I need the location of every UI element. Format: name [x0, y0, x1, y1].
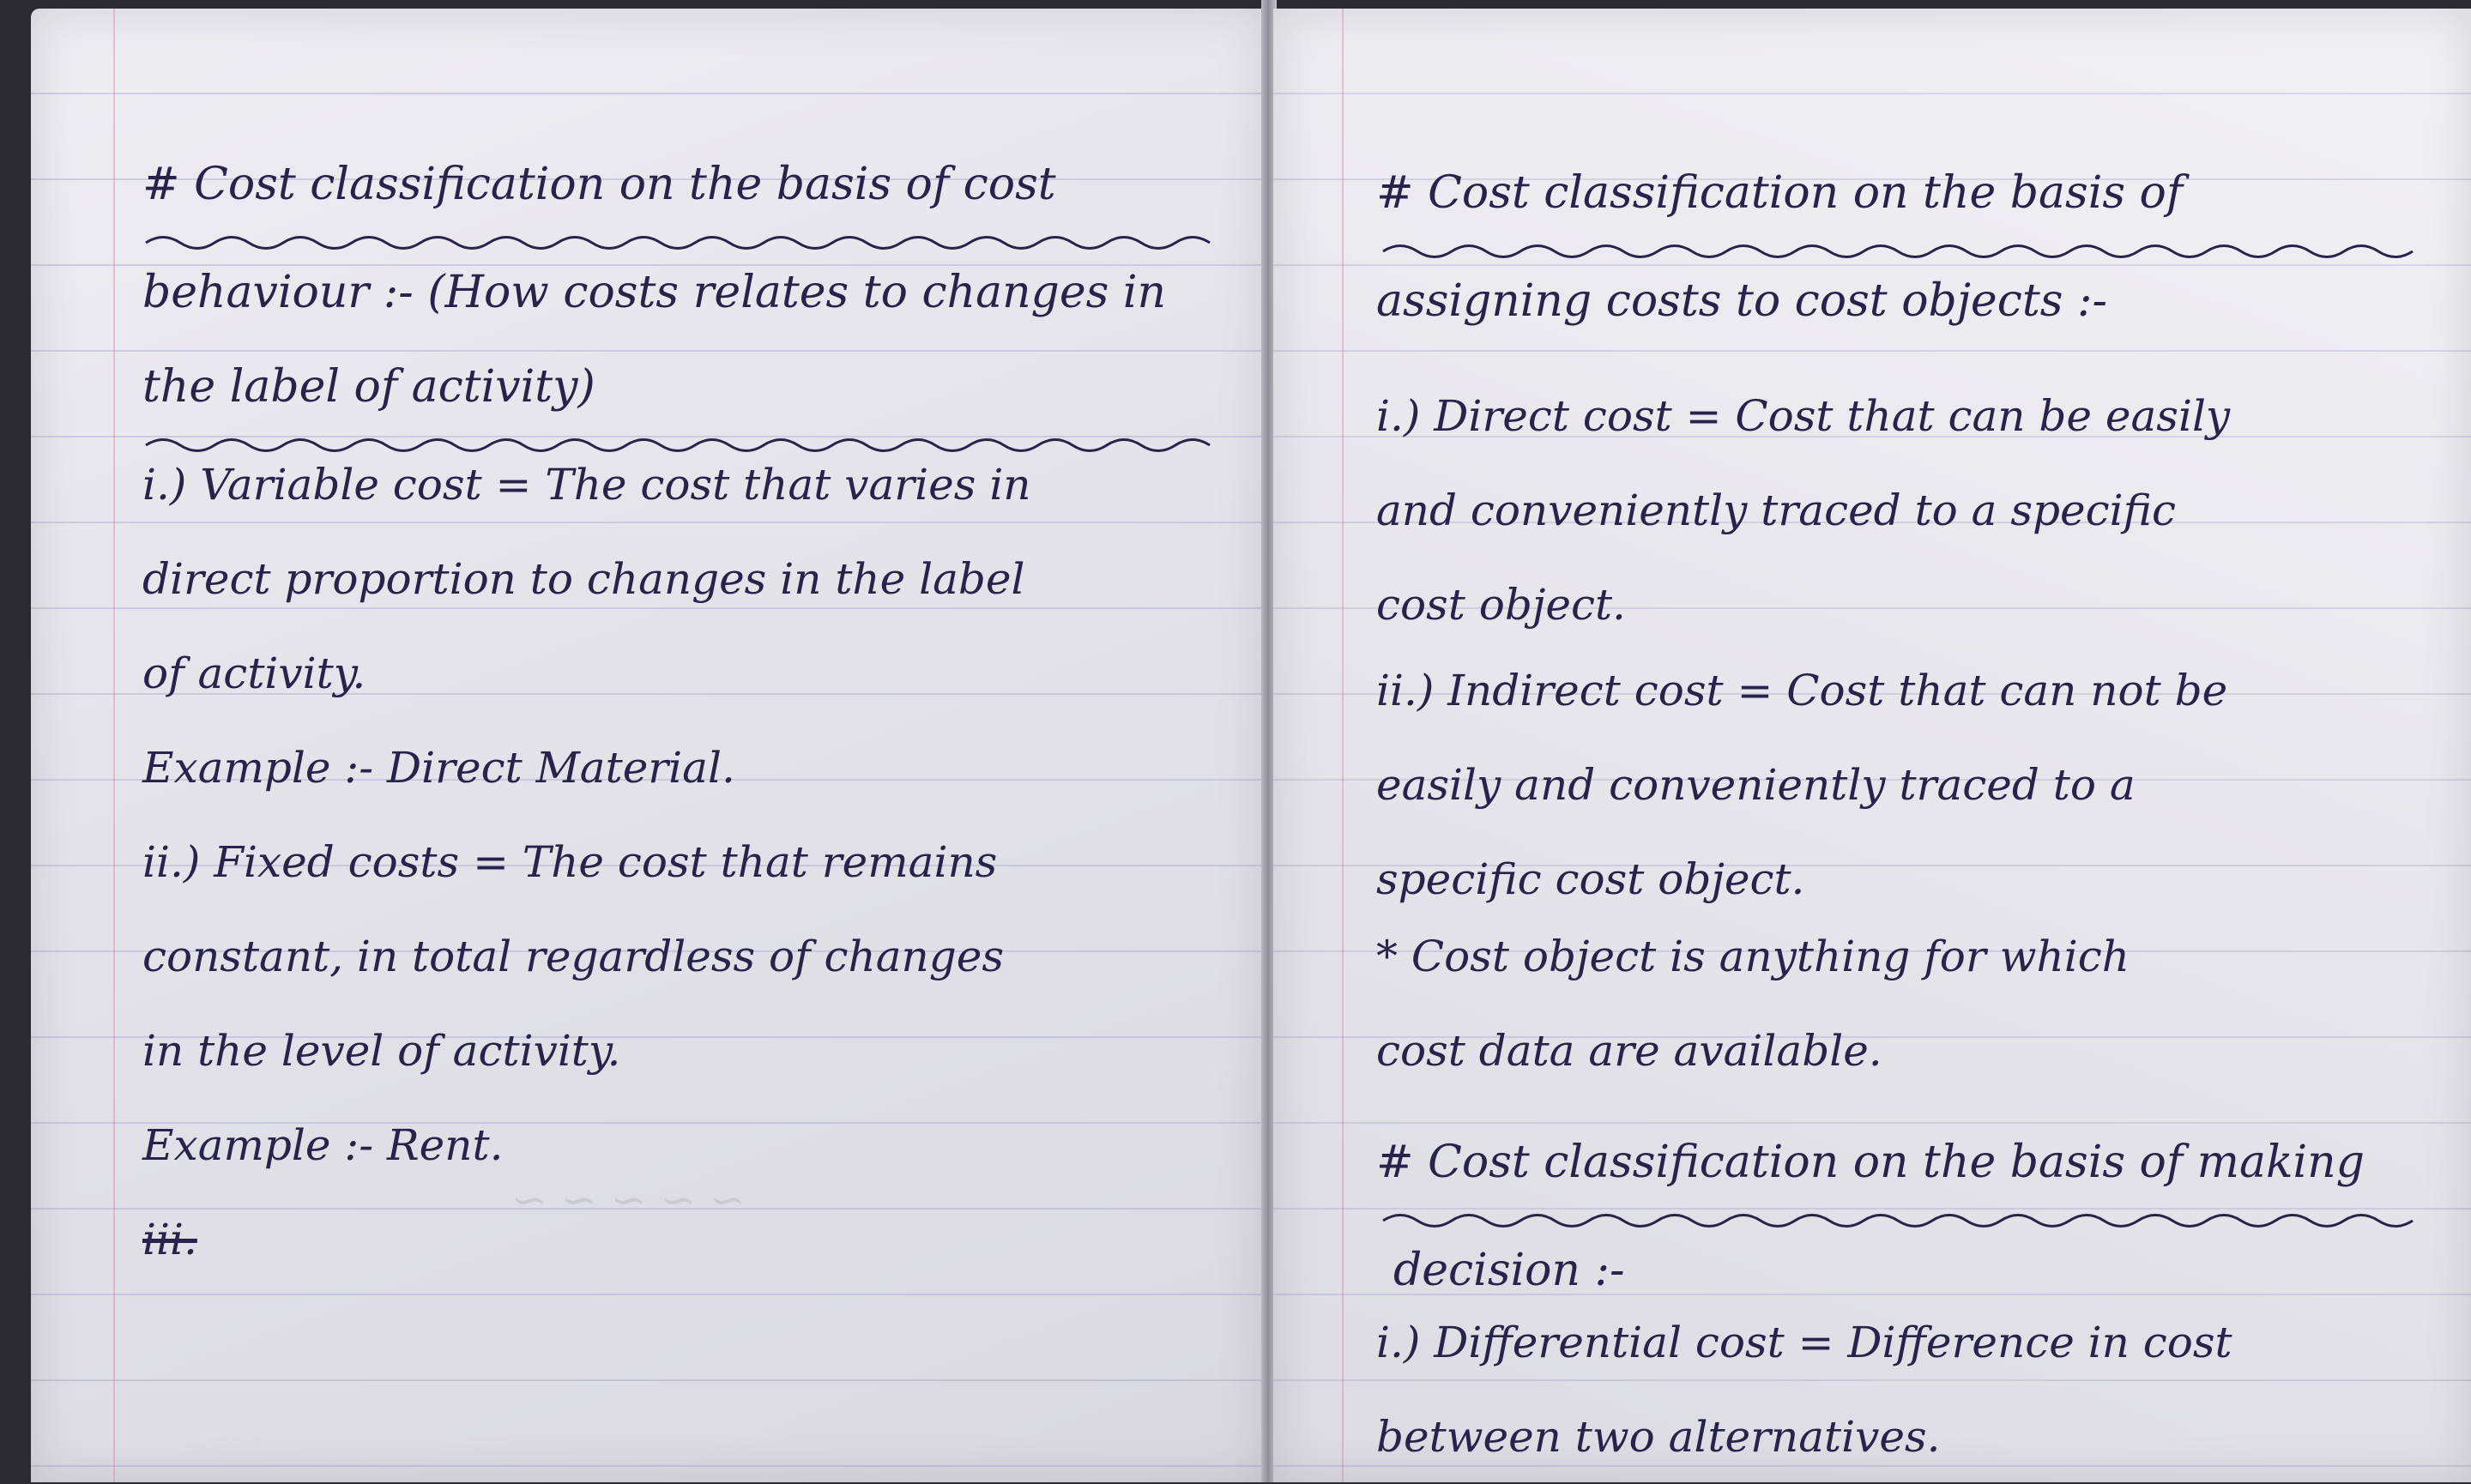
direct-cost-line-2: and conveniently traced to a specific [1376, 486, 2176, 535]
indirect-cost-line-2: easily and conveniently traced to a [1376, 760, 2136, 810]
item-number: i. [142, 460, 170, 510]
left-notebook-page [31, 9, 1265, 1482]
right-heading-2 [1273, 1115, 2471, 1318]
right-heading-1-line-2: assigning costs to cost objects :- [1376, 275, 2108, 327]
indirect-cost-line-1: ii.) Indirect cost = Cost that can not be [1376, 666, 2228, 715]
cost-object-note-line-2: cost data are available. [1376, 1026, 1882, 1076]
cost-object-note [1273, 909, 2471, 1098]
cost-object-note-line-1 [1376, 909, 2420, 1004]
variable-cost-line-3: of activity. [142, 648, 366, 698]
direct-cost-line-1: i.) Direct cost = Cost that can be easily [1376, 391, 2231, 441]
left-heading [31, 137, 1265, 456]
left-heading-line-3: the label of activity) [142, 361, 595, 413]
item-number: ii. [142, 837, 184, 887]
differential-cost-item [1273, 1295, 2471, 1484]
variable-cost-line-1: i.) Variable cost = The cost that varies in [142, 460, 1031, 510]
right-heading-2-line-2: decision :- [1393, 1245, 1625, 1296]
item-text: Variable cost = The cost that varies in [200, 460, 1031, 510]
variable-cost-example: Example :- Direct Material. [142, 743, 735, 793]
left-heading-line-1: # Cost classification on the basis of cost [142, 159, 1056, 210]
differential-cost-line-2: between two alternatives. [1376, 1412, 1941, 1462]
fixed-cost-item [31, 815, 1265, 1192]
left-heading-line-2: behaviour :- (How costs relates to changes in [142, 267, 1166, 318]
item-text: Differential cost = Difference in cost [1434, 1318, 2232, 1367]
item-number: ii. [1376, 666, 1417, 715]
variable-cost-line-2: direct proportion to changes in the label [142, 554, 1025, 604]
item-number: i. [1376, 391, 1404, 441]
crossed-out-number: iii. [142, 1215, 197, 1264]
right-heading-1 [1273, 146, 2471, 348]
item-text: Direct cost = Cost that can be easily [1434, 391, 2231, 441]
direct-cost-item [1273, 369, 2471, 652]
right-heading-2-line-1: # Cost classification on the basis of making [1376, 1137, 2365, 1188]
bleed-through-marks: ~ ~ ~ ~ ~ [511, 1175, 746, 1225]
right-heading-1-line-1: # Cost classification on the basis of [1376, 167, 2184, 219]
right-notebook-page [1273, 9, 2471, 1482]
fixed-cost-line-2: constant, in total regardless of changes [142, 932, 1005, 981]
item-text: Indirect cost = Cost that can not be [1447, 666, 2228, 715]
asterisk-icon: * [1376, 932, 1398, 981]
differential-cost-line-1: i.) Differential cost = Difference in cost [1376, 1318, 2232, 1367]
item-number: i. [1376, 1318, 1404, 1367]
direct-cost-line-3: cost object. [1376, 580, 1626, 630]
indirect-cost-item [1273, 643, 2471, 926]
fixed-cost-line-3: in the level of activity. [142, 1026, 621, 1076]
fixed-cost-example: Example :- Rent. [142, 1120, 504, 1170]
note-text: Cost object is anything for which [1411, 932, 2130, 981]
item-text: Fixed costs = The cost that remains [214, 837, 998, 887]
variable-cost-item [31, 437, 1265, 815]
fixed-cost-line-1: ii.) Fixed costs = The cost that remains [142, 837, 998, 887]
indirect-cost-line-3: specific cost object. [1376, 854, 1805, 904]
